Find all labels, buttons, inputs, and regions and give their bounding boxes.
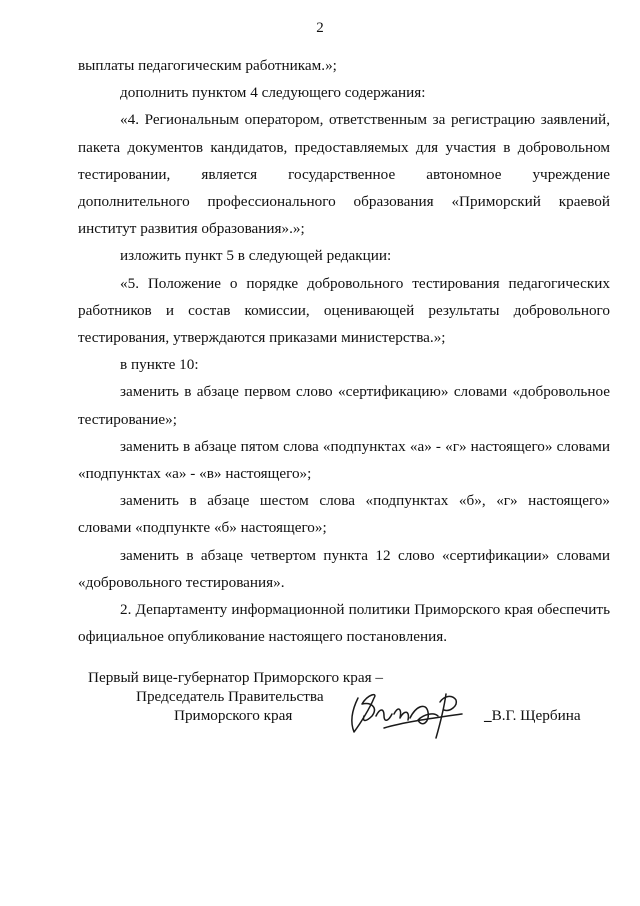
paragraph: «5. Положение о порядке добровольного тестирования педагогических работников и состав комиссии, оценивающей результаты добровольного тестирования, утверждаются приказами министерства.»; (78, 274, 610, 347)
paragraph: заменить в абзаце пятом слова «подпунктах «а» - «г» настоящего» словами «подпунктах «а» - «в» настоящего»; (78, 437, 610, 483)
paragraph: выплаты педагогическим работникам.»; (78, 57, 337, 74)
paragraph: заменить в абзаце первом слово «сертификацию» словами «добровольное тестирование»; (78, 383, 610, 428)
paragraph: заменить в абзаце шестом слова «подпунктах «б», «г» настоящего» словами «подпункте «б» настоящего»; (78, 492, 610, 537)
signature-underline: _ (484, 707, 492, 724)
signatory-title-line2: Председатель Правительства (136, 688, 324, 705)
document-body (78, 52, 610, 650)
signatory-name (484, 706, 581, 725)
paragraph: «4. Региональным оператором, ответственным за регистрацию заявлений, пакета документов кандидатов, предоставляемых для участия в добровольном тестировании, является государственное автономное учреждение дополнительного профессионального образования «Приморский краевой институт развития образования».»; (78, 111, 610, 238)
signatory-title-line1: Первый вице-губернатор Приморского края – (88, 669, 383, 686)
signatory-title-line3: Приморского края (174, 707, 293, 724)
paragraph: 2. Департаменту информационной политики Приморского края обеспечить официальное опубликование настоящего постановления. (78, 601, 610, 646)
paragraph: в пункте 10: (120, 356, 199, 374)
paragraph: дополнить пунктом 4 следующего содержания: (120, 84, 426, 102)
page-number: 2 (316, 20, 324, 36)
paragraph: изложить пункт 5 в следующей редакции: (120, 247, 392, 265)
signature-block (88, 668, 628, 748)
signatory-name-text: В.Г. Щербина (491, 707, 581, 724)
handwritten-signature (344, 688, 484, 740)
paragraph: заменить в абзаце четвертом пункта 12 слово «сертификации» словами «добровольного тестирования». (78, 546, 610, 591)
